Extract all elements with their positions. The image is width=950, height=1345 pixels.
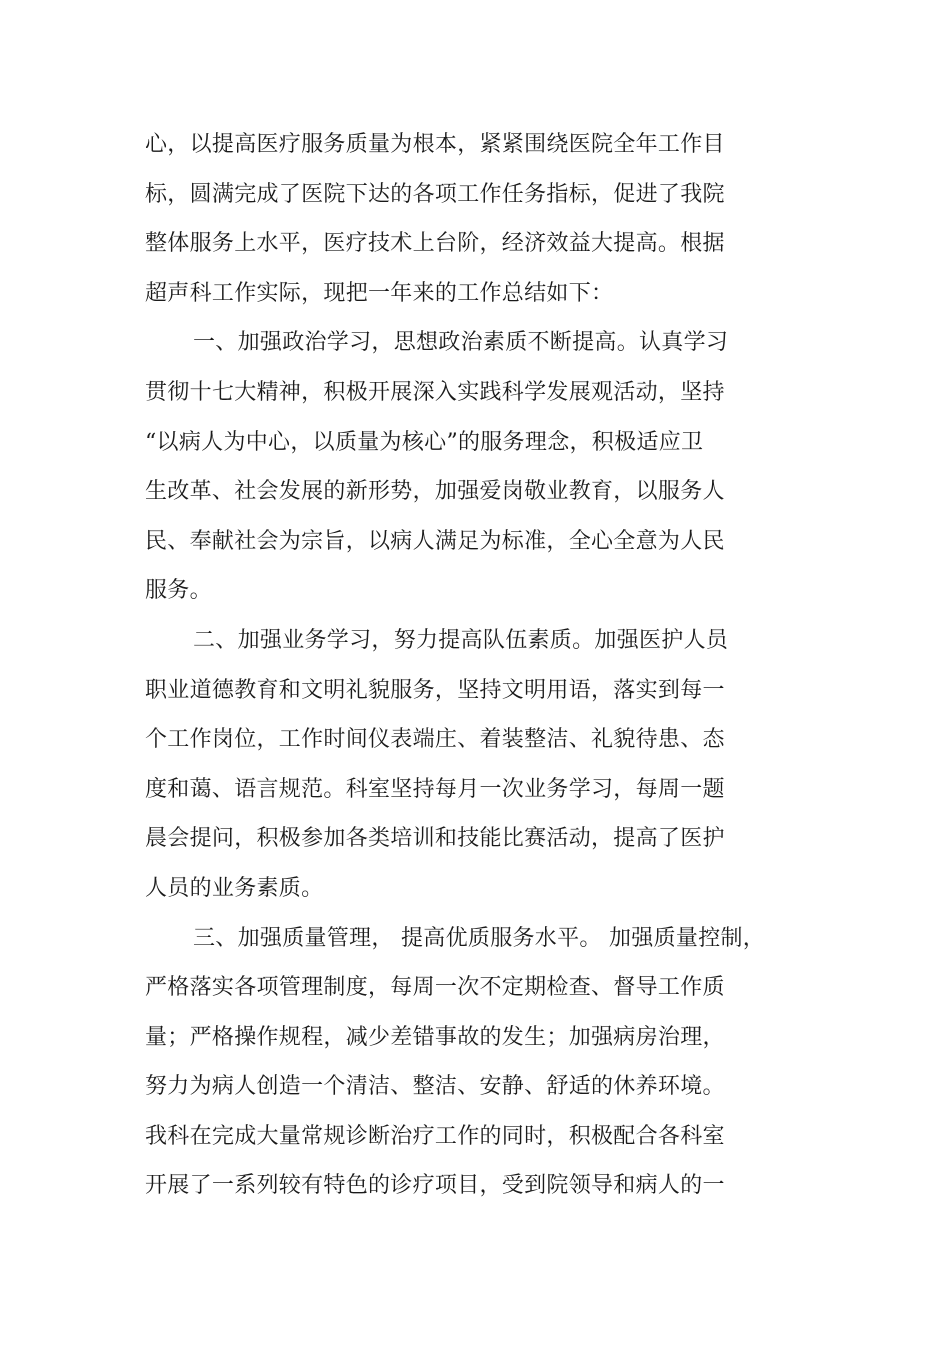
- paragraph-heading-line: 三、加强质量管理， 提高优质服务水平。 加强质量控制，: [193, 925, 766, 951]
- text-line: “以病人为中心，以质量为核心”的服务理念，积极适应卫: [145, 429, 704, 455]
- text-line: 严格落实各项管理制度，每周一次不定期检查、督导工作质: [145, 975, 725, 1001]
- text-line: 职业道德教育和文明礼貌服务，坚持文明用语，落实到每一: [145, 677, 725, 703]
- paragraph-heading-line: 二、加强业务学习，努力提高队伍素质。加强医护人员: [193, 627, 729, 653]
- body-text: [145, 120, 805, 1211]
- text-line: 个工作岗位，工作时间仪表端庄、着装整洁、礼貌待患、态: [145, 727, 725, 753]
- text-line: 整体服务上水平，医疗技术上台阶，经济效益大提高。根据: [145, 231, 725, 257]
- text-line: 人员的业务素质。: [145, 875, 324, 901]
- text-line: 标，圆满完成了医院下达的各项工作任务指标，促进了我院: [145, 181, 725, 207]
- text-line: 开展了一系列较有特色的诊疗项目，受到院领导和病人的一: [145, 1173, 725, 1199]
- text-line: 民、奉献社会为宗旨，以病人满足为标准，全心全意为人民: [145, 528, 725, 554]
- text-line: 生改革、社会发展的新形势，加强爱岗敬业教育，以服务人: [145, 479, 725, 505]
- text-line: 服务。: [145, 578, 212, 604]
- text-line: 超声科工作实际，现把一年来的工作总结如下：: [145, 280, 614, 306]
- text-line: 我科在完成大量常规诊断治疗工作的同时，积极配合各科室: [145, 1123, 725, 1149]
- text-line: 晨会提问，积极参加各类培训和技能比赛活动，提高了医护: [145, 826, 725, 852]
- text-line: 度和蔼、语言规范。科室坚持每月一次业务学习，每周一题: [145, 776, 725, 802]
- text-line: 量；严格操作规程，减少差错事故的发生；加强病房治理，: [145, 1024, 725, 1050]
- text-line: 心，以提高医疗服务质量为根本，紧紧围绕医院全年工作目: [145, 132, 725, 157]
- paragraph-heading-line: 一、加强政治学习，思想政治素质不断提高。认真学习: [193, 330, 729, 356]
- text-line: 努力为病人创造一个清洁、整洁、安静、舒适的休养环境。: [145, 1074, 725, 1100]
- text-line: 贯彻十七大精神，积极开展深入实践科学发展观活动，坚持: [145, 379, 725, 405]
